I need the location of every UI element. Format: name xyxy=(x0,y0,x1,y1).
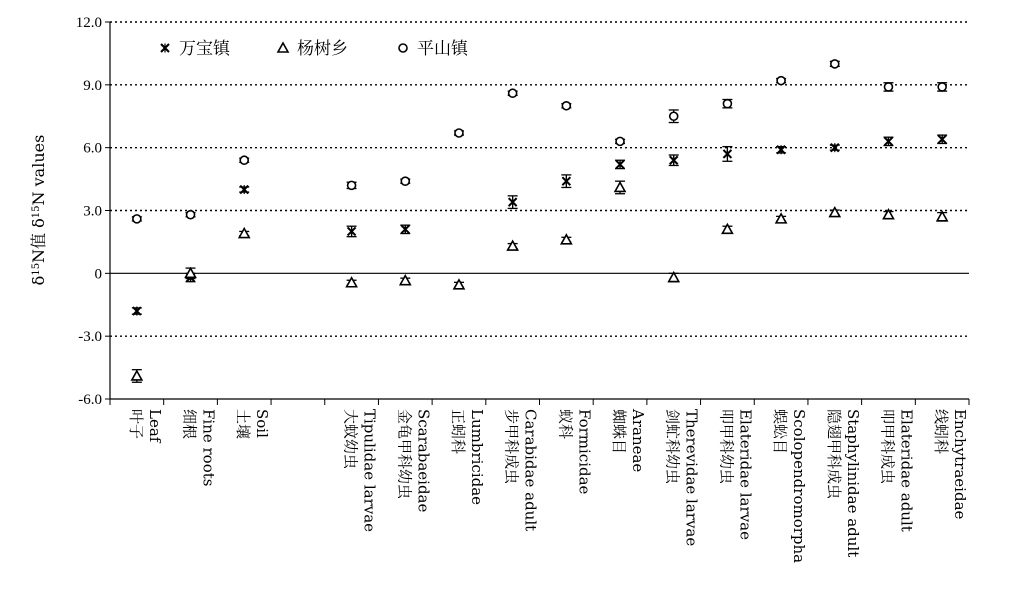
point-star xyxy=(723,149,731,158)
legend-item xyxy=(161,39,231,59)
x-label-cn: 土壤 xyxy=(234,409,253,440)
x-label-cn: 大蚊幼虫 xyxy=(341,409,360,470)
point-triangle xyxy=(347,278,357,287)
x-tick-marks xyxy=(110,399,969,405)
y-axis-label-text: $\delta^{15}N$值 $\delta^{15}N$ values xyxy=(29,134,48,286)
y-axis-label xyxy=(29,135,48,286)
gridlines xyxy=(110,22,969,336)
x-label-cn: 蜘蛛目 xyxy=(610,409,629,455)
point-star xyxy=(884,137,892,146)
y-tick-label: 9.0 xyxy=(83,77,102,94)
point-circle xyxy=(240,156,248,164)
point-circle xyxy=(616,137,624,145)
x-label-en: Scolopendromorpha xyxy=(790,409,809,564)
x-label-cn: 细根 xyxy=(180,409,199,440)
legend xyxy=(161,38,469,59)
point-circle xyxy=(133,215,141,223)
point-circle xyxy=(509,89,517,97)
y-tick-label: -3.0 xyxy=(78,329,102,346)
x-label-cn: 线蚓科 xyxy=(932,409,951,455)
legend-label: 平山镇 xyxy=(417,39,468,59)
legend-item xyxy=(399,39,469,59)
x-label-en: Staphylinidae adult xyxy=(843,409,862,558)
x-label-en: Fine roots xyxy=(199,409,218,487)
x-label-cn: 叶子 xyxy=(126,409,145,440)
point-triangle xyxy=(132,371,142,380)
point-triangle xyxy=(454,280,464,289)
point-triangle xyxy=(615,182,625,191)
point-triangle xyxy=(561,235,571,244)
point-triangle xyxy=(830,208,840,217)
point-triangle xyxy=(239,229,249,238)
x-label-en: Therevidae larvae xyxy=(682,409,701,547)
point-star xyxy=(401,225,409,234)
legend-label: 万宝镇 xyxy=(179,39,230,59)
x-label-cn: 正蚓科 xyxy=(448,409,467,455)
point-triangle xyxy=(776,214,786,223)
point-star xyxy=(562,177,570,186)
point-star xyxy=(670,156,678,165)
point-circle xyxy=(723,100,731,108)
point-circle xyxy=(562,102,570,110)
x-label-en: Elateridae larvae xyxy=(736,409,755,540)
data-points xyxy=(132,60,947,382)
y-tick-labels xyxy=(76,15,110,408)
x-label-cn: 蜈蚣目 xyxy=(771,409,790,455)
point-circle xyxy=(938,83,946,91)
y-tick-label: 0 xyxy=(94,266,102,283)
point-star xyxy=(777,145,785,154)
x-label-en: Lumbricidae xyxy=(467,409,486,506)
point-circle xyxy=(831,60,839,68)
y-tick-label: -6.0 xyxy=(78,392,102,408)
x-label-cn: 金龟甲科幼虫 xyxy=(395,409,414,500)
y-tick-label: 6.0 xyxy=(83,140,102,157)
x-label-en: Elateridae adult xyxy=(897,409,916,532)
x-label-cn: 叩甲科成虫 xyxy=(878,409,897,485)
legend-marker-star xyxy=(161,44,169,53)
x-category-labels xyxy=(127,408,969,563)
legend-marker-circle xyxy=(399,44,407,52)
x-label-en: Tipulidae larvae xyxy=(360,409,379,533)
x-label-en: Enchytraeidae xyxy=(951,409,970,520)
x-label-en: Soil xyxy=(253,409,272,438)
point-star xyxy=(616,160,624,169)
point-circle xyxy=(348,181,356,189)
point-triangle xyxy=(400,276,410,285)
point-star xyxy=(133,307,141,316)
legend-marker-triangle xyxy=(278,43,288,52)
point-star xyxy=(348,227,356,236)
point-triangle xyxy=(508,241,518,250)
y-tick-label: 3.0 xyxy=(83,203,102,220)
y-tick-label: 12.0 xyxy=(75,15,102,31)
point-star xyxy=(509,198,517,207)
x-label-cn: 叩甲科幼虫 xyxy=(717,409,736,485)
point-circle xyxy=(884,83,892,91)
x-label-cn: 剑虻科幼虫 xyxy=(663,409,682,485)
point-circle xyxy=(401,177,409,185)
point-circle xyxy=(777,77,785,85)
x-label-en: Leaf xyxy=(145,409,164,443)
point-circle xyxy=(455,129,463,137)
x-label-en: Scarabaeidae xyxy=(414,409,433,513)
legend-label: 杨树乡 xyxy=(297,39,348,59)
legend-item xyxy=(278,38,348,59)
point-circle xyxy=(187,211,195,219)
point-star xyxy=(240,185,248,194)
point-circle xyxy=(670,112,678,120)
x-label-cn: 隐翅甲科成虫 xyxy=(824,409,843,500)
x-label-en: Araneae xyxy=(629,409,648,473)
x-label-cn: 步甲科成虫 xyxy=(502,409,521,485)
x-label-cn: 蚁科 xyxy=(556,409,575,440)
point-star xyxy=(938,135,946,144)
x-label-en: Formicidae xyxy=(575,409,594,495)
x-label-en: Carabidae adult xyxy=(521,409,540,532)
